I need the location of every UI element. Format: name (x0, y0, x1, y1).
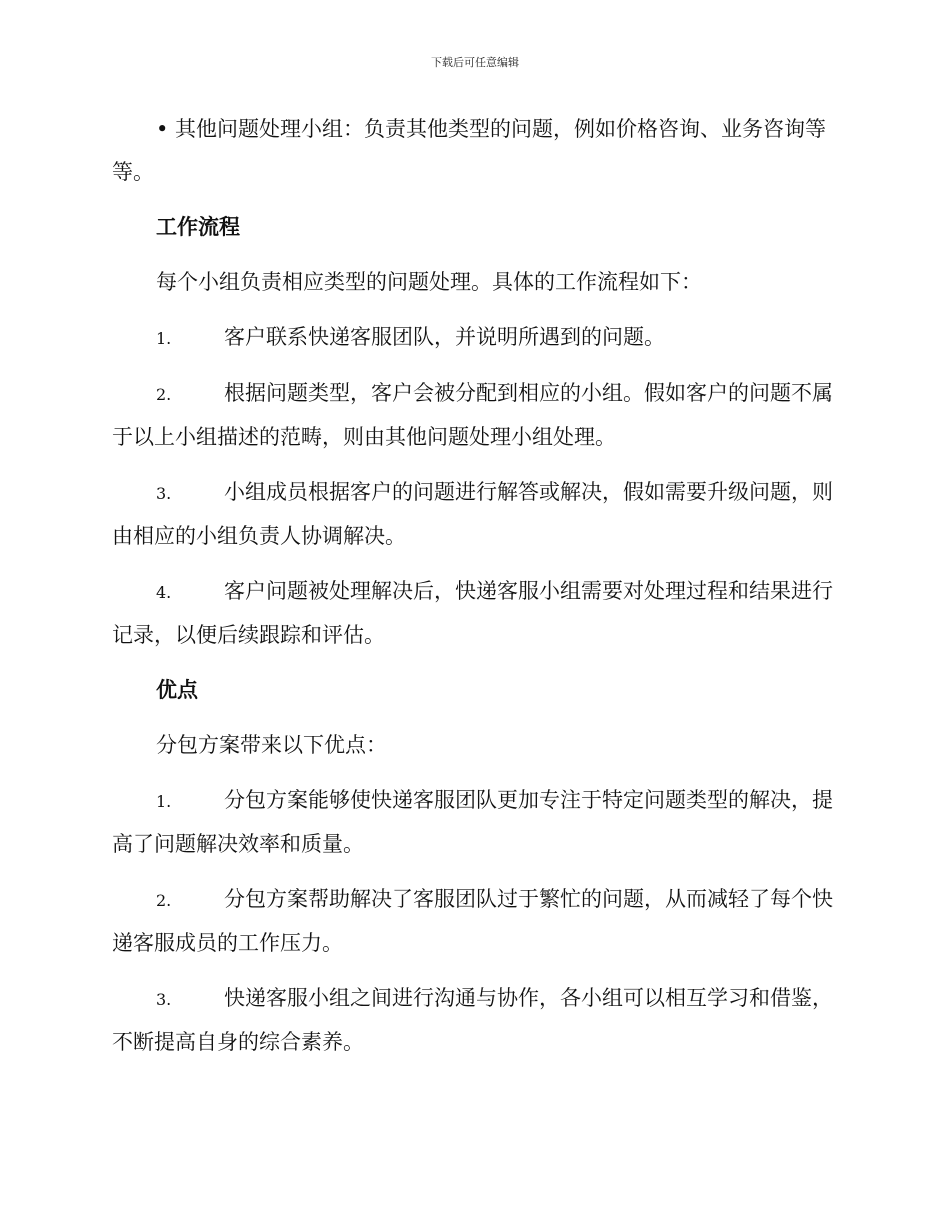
list-item (112, 570, 838, 657)
list-item (112, 878, 838, 965)
list-item-text: 分包方案帮助解决了客服团队过于繁忙的问题，从而减轻了每个快递客服成员的工作压力。 (112, 887, 833, 955)
list-item (112, 779, 838, 866)
list-item-number: 4. (156, 583, 172, 602)
section-title-advantages: 优点 (156, 678, 198, 702)
document-body (112, 108, 838, 1076)
header-note: 下载后可任意编辑 (431, 56, 519, 69)
list-item (112, 316, 838, 360)
section-lead-advantages: 分包方案带来以下优点： (156, 733, 387, 757)
list-item-text: 客户联系快递客服团队，并说明所遇到的问题。 (224, 325, 665, 349)
list-item (112, 471, 838, 558)
list-item (112, 372, 838, 459)
list-item-text: 分包方案能够使快递客服团队更加专注于特定问题类型的解决，提高了问题解决效率和质量。 (112, 788, 833, 856)
list-item-text: 快递客服小组之间进行沟通与协作，各小组可以相互学习和借鉴，不断提高自身的综合素养。 (112, 986, 833, 1054)
list-item-text: 根据问题类型，客户会被分配到相应的小组。假如客户的问题不属于以上小组描述的范畴，则由其他问题处理小组处理。 (112, 381, 833, 449)
list-item-number: 1. (156, 329, 172, 348)
intro-bullet: • 其他问题处理小组：负责其他类型的问题，例如价格咨询、业务咨询等等。 (112, 117, 827, 184)
list-item-number: 2. (156, 891, 172, 910)
list-item-number: 3. (156, 484, 172, 503)
list-item (112, 977, 838, 1064)
list-item-number: 3. (156, 990, 172, 1009)
section-lead-workflow: 每个小组负责相应类型的问题处理。具体的工作流程如下： (156, 270, 702, 294)
list-item-text: 小组成员根据客户的问题进行解答或解决，假如需要升级问题，则由相应的小组负责人协调解决。 (112, 480, 833, 548)
section-title-workflow: 工作流程 (156, 215, 240, 239)
list-item-number: 1. (156, 792, 172, 811)
list-item-text: 客户问题被处理解决后，快递客服小组需要对处理过程和结果进行记录，以便后续跟踪和评估。 (112, 579, 833, 647)
list-item-number: 2. (156, 385, 172, 404)
